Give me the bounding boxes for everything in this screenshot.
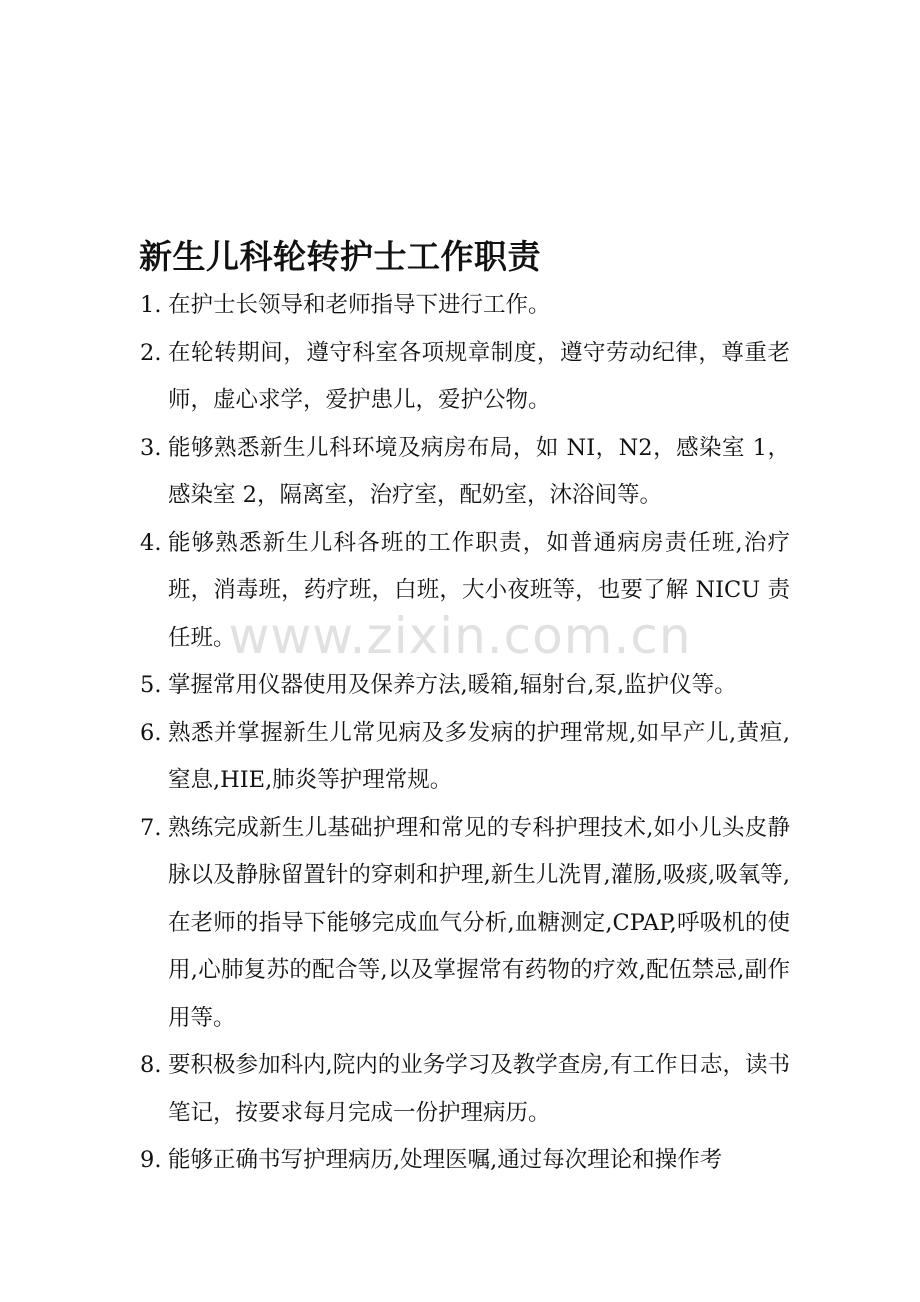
item-text: 在轮转期间，遵守科室各项规章制度，遵守劳动纪律，尊重老师，虚心求学，爱护患儿，爱护公物。 [168, 339, 790, 413]
list-item [140, 425, 790, 520]
item-text: 熟练完成新生儿基础护理和常见的专科护理技术,如小儿头皮静脉以及静脉留置针的穿刺和护理,新生儿洗胃,灌肠,吸痰,吸氧等,在老师的指导下能够完成血气分析,血糖测定,CPAP,呼吸机的使用,心肺复苏的配合等,以及掌握常有药物的疗效,配伍禁忌,副作用等。 [168, 814, 790, 1031]
item-number: 1. [140, 292, 162, 318]
list-item [140, 520, 790, 663]
site-watermark: www.zixin.com.cn [228, 607, 692, 665]
list-item [140, 710, 790, 805]
item-text: 在护士长领导和老师指导下进行工作。 [168, 292, 551, 318]
list-item [140, 1137, 790, 1185]
item-text: 能够熟悉新生儿科环境及病房布局，如 NI，N2，感染室 1，感染室 2，隔离室，治疗室，配奶室，沐浴间等。 [168, 434, 790, 508]
list-item [140, 330, 790, 425]
list-item [140, 1042, 790, 1137]
item-number: 5. [140, 672, 162, 698]
item-number: 9. [140, 1147, 162, 1173]
document-title: 新生儿科轮转护士工作职责 [139, 237, 541, 276]
item-text: 能够正确书写护理病历,处理医嘱,通过每次理论和操作考 [168, 1147, 723, 1173]
item-number: 6. [140, 719, 162, 746]
list-item [140, 662, 790, 710]
item-text: 要积极参加科内,院内的业务学习及教学查房,有工作日志，读书笔记，按要求每月完成一份护理病历。 [168, 1052, 790, 1126]
item-text: 熟悉并掌握新生儿常见病及多发病的护理常规,如早产儿,黄疸,窒息,HIE,肺炎等护理常规。 [168, 719, 790, 793]
item-number: 2. [140, 339, 162, 366]
item-number: 8. [140, 1052, 162, 1078]
item-number: 4. [140, 529, 162, 556]
item-number: 3. [140, 434, 162, 461]
item-number: 7. [140, 814, 162, 841]
item-text: 掌握常用仪器使用及保养方法,暖箱,辐射台,泵,监护仪等。 [168, 672, 737, 698]
list-item [140, 282, 790, 330]
duty-list [140, 282, 790, 1185]
list-item [140, 805, 790, 1043]
item-text: 能够熟悉新生儿科各班的工作职责，如普通病房责任班,治疗班，消毒班，药疗班，白班，大小夜班等，也要了解 NICU 责任班。 [168, 529, 790, 651]
